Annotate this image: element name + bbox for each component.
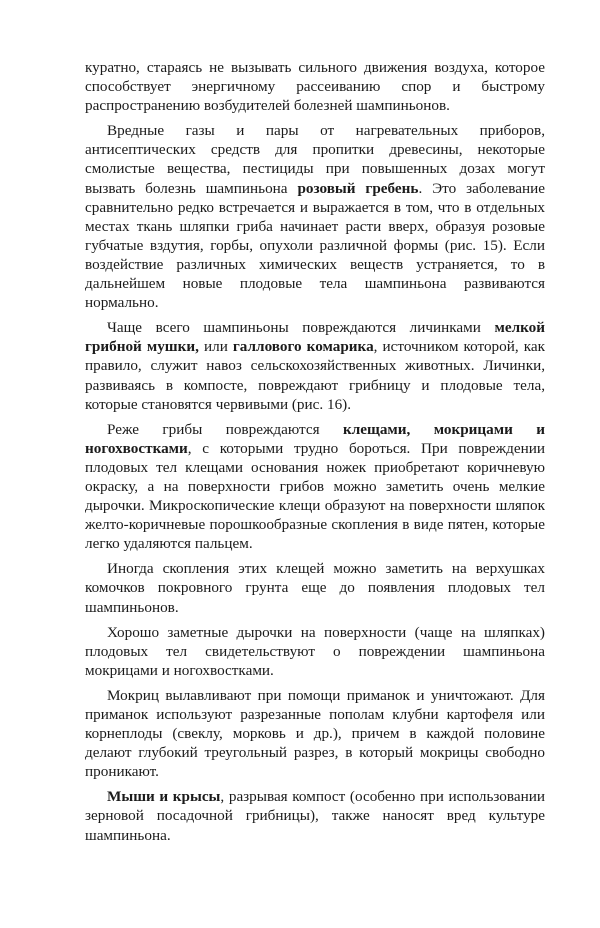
- text-run: , источником которой, как правило, служит навоз сельскохозяйственных животных. Личинки, развиваясь в компосте, повреждают грибницу и плодовые тела, которые становятся червивыми (рис. 16).: [85, 338, 546, 413]
- paragraph-mites-woodlice: [85, 420, 545, 554]
- text-run: , разрывая компост (особенно при использовании зерновой посадочной грибницы), также наносят вред культуре шампиньона.: [85, 788, 545, 844]
- paragraph-holes: [85, 623, 545, 680]
- term-mites-woodlice-springtails: клещами, мокрицами и ногохвостками: [85, 420, 545, 457]
- paragraph-fungus-gnat: [85, 318, 545, 413]
- text-run: куратно, стараясь не вызывать сильного движения воздуха, которое способствует энергичному рассеиванию спор и быстрому распространению возбудителей болезней шампиньонов.: [85, 59, 545, 115]
- term-fungus-gnat: мелкой грибной мушки,: [85, 319, 545, 356]
- paragraph-mite-clusters: [85, 559, 545, 616]
- text-run: Реже грибы повреждаются: [107, 420, 343, 438]
- paragraph-continuation: [85, 58, 545, 115]
- text-run: Мокриц вылавливают при помощи приманок и уничтожают. Для приманок используют разрезанные пополам клубни картофеля или корнеплоды (свеклу, морковь и др.), причем в каждой половине делают глубокий треугольный разрез, в который мокрицы свободно проникают.: [85, 686, 545, 781]
- paragraph-woodlice-baits: [85, 686, 545, 781]
- term-mice-rats: Мыши и крысы: [107, 788, 221, 806]
- text-run: Чаще всего шампиньоны повреждаются личинками: [107, 319, 495, 337]
- text-run: или: [198, 338, 233, 356]
- text-run: Иногда скопления этих клещей можно заметить на верхушках комочков покровного грунта еще до появления плодовых тел шампиньонов.: [85, 560, 545, 616]
- text-run: . Это заболевание сравнительно редко встречается и выражается в том, что в отдельных местах ткань шляпки гриба начинает расти вверх, образуя розовые губчатые вздутия, горбы, опухоли различной формы (рис. 15). Если воздействие различных химических веществ устраняется, то в дальнейшем новые плодовые тела шампиньона развиваются нормально.: [85, 179, 545, 312]
- text-run: Вредные газы и пары от нагревательных приборов, антисептических средств для пропитки древесины, некоторые смолистые вещества, пестициды при повышенных дозах могут вызвать болезнь шампиньона: [85, 122, 545, 197]
- text-run: Хорошо заметные дырочки на поверхности (чаще на шляпках) плодовых тел свидетельствуют о повреждении шампиньона мокрицами и ногохвостками.: [85, 623, 545, 679]
- term-pink-comb: розовый гребень: [297, 179, 419, 197]
- paragraph-harmful-gases: [85, 121, 545, 312]
- page-text-column: [85, 58, 545, 851]
- paragraph-mice-rats: [85, 787, 545, 844]
- term-gall-midge: галлового комарика: [232, 338, 374, 356]
- text-run: , с которыми трудно бороться. При повреждении плодовых тел клещами основания ножек приобретают коричневую окраску, а на поверхности грибов можно заметить очень мелкие дырочки. Микроскопические клещи образуют на поверхности шляпок желто-коричневые порошкообразные скопления в виде пятен, которые легко удаляются пальцем.: [85, 439, 545, 553]
